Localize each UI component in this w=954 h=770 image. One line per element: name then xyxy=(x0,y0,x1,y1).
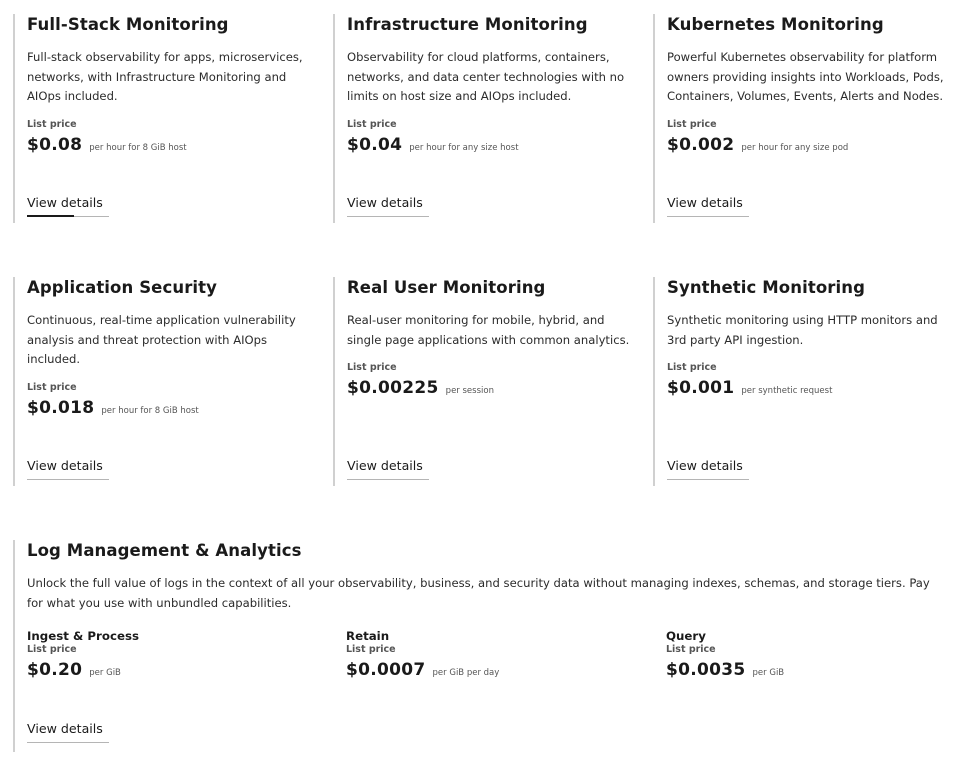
price-unit: per GiB xyxy=(89,668,121,678)
view-details-button[interactable] xyxy=(27,721,109,743)
price-value: $0.001 xyxy=(667,378,735,398)
price-value: $0.0035 xyxy=(666,660,746,680)
view-details-label: View details xyxy=(347,458,423,473)
view-details-button[interactable] xyxy=(27,458,109,480)
price-unit: per hour for 8 GiB host xyxy=(89,142,187,153)
card-description: Unlock the full value of logs in the context of all your observability, business, and security data without managing indexes, schemas, and storage tiers. Pay for what you use with unbundled capabilities. xyxy=(27,576,930,610)
card-kubernetes-monitoring xyxy=(653,14,948,223)
log-item-query xyxy=(666,629,784,680)
list-price-label: List price xyxy=(27,118,77,130)
list-price-label: List price xyxy=(347,118,397,130)
view-details-button[interactable] xyxy=(347,195,429,217)
price-unit: per hour for any size host xyxy=(409,142,519,153)
card-synthetic-monitoring xyxy=(653,277,948,486)
card-description: Full-stack observability for apps, microservices, networks, with Infrastructure Monitoring and AIOps included. xyxy=(27,50,303,103)
card-description: Powerful Kubernetes observability for platform owners providing insights into Workloads, Pods, Containers, Volumes, Events, Alerts and Nodes. xyxy=(667,50,944,103)
log-item-name: Retain xyxy=(346,629,390,643)
list-price-label: List price xyxy=(27,644,77,655)
price-row xyxy=(27,135,313,155)
view-details-button[interactable] xyxy=(347,458,429,480)
card-title: Infrastructure Monitoring xyxy=(347,15,588,34)
price-unit: per session xyxy=(445,386,494,396)
price-value: $0.018 xyxy=(27,397,95,418)
price-row xyxy=(667,135,948,155)
price-unit: per hour for 8 GiB host xyxy=(101,405,199,416)
price-value: $0.0007 xyxy=(346,660,426,680)
card-title: Kubernetes Monitoring xyxy=(667,15,884,34)
price-value: $0.20 xyxy=(27,660,83,680)
card-title: Real User Monitoring xyxy=(347,278,546,297)
card-full-stack-monitoring xyxy=(13,14,313,223)
price-row xyxy=(667,378,948,398)
list-price-label: List price xyxy=(346,644,396,655)
card-description: Real-user monitoring for mobile, hybrid, and single page applications with common analytics. xyxy=(347,313,630,347)
view-details-button[interactable] xyxy=(667,195,749,217)
card-description: Continuous, real-time application vulnerability analysis and threat protection with AIOps included. xyxy=(27,313,296,366)
price-row xyxy=(27,398,313,418)
view-details-label: View details xyxy=(27,721,103,736)
card-log-management-analytics xyxy=(13,540,948,752)
list-price-label: List price xyxy=(666,644,716,655)
price-unit: per hour for any size pod xyxy=(741,142,849,153)
list-price-label: List price xyxy=(347,362,397,373)
card-real-user-monitoring xyxy=(333,277,633,486)
card-title: Application Security xyxy=(27,278,218,297)
card-infrastructure-monitoring xyxy=(333,14,633,223)
list-price-label: List price xyxy=(667,118,717,130)
price-value: $0.00225 xyxy=(347,378,439,398)
price-unit: per GiB xyxy=(752,668,785,678)
price-row xyxy=(27,660,139,680)
price-value: $0.002 xyxy=(667,134,735,155)
card-title: Full-Stack Monitoring xyxy=(27,15,229,34)
price-value: $0.04 xyxy=(347,134,403,155)
list-price-label: List price xyxy=(667,362,717,373)
view-details-label: View details xyxy=(347,195,423,210)
view-details-label: View details xyxy=(667,195,743,210)
view-details-button[interactable] xyxy=(27,195,109,217)
card-title: Synthetic Monitoring xyxy=(667,278,866,297)
view-details-label: View details xyxy=(27,195,103,210)
price-row xyxy=(347,135,633,155)
log-item-name: Ingest & Process xyxy=(27,629,140,643)
log-item-name: Query xyxy=(666,629,706,643)
view-details-label: View details xyxy=(667,458,743,473)
card-application-security xyxy=(13,277,313,486)
price-row xyxy=(666,660,784,680)
price-unit: per synthetic request xyxy=(741,386,833,396)
view-details-label: View details xyxy=(27,458,103,473)
price-row xyxy=(346,660,499,680)
price-value: $0.08 xyxy=(27,134,83,155)
list-price-label: List price xyxy=(27,381,77,393)
card-title: Log Management & Analytics xyxy=(27,541,302,560)
card-description: Observability for cloud platforms, containers, networks, and data center technologies with no limits on host size and AIOps included. xyxy=(347,50,625,103)
card-description: Synthetic monitoring using HTTP monitors and 3rd party API ingestion. xyxy=(667,313,938,347)
price-unit: per GiB per day xyxy=(432,668,500,678)
log-item-retain xyxy=(346,629,499,680)
log-item-ingest-process xyxy=(27,629,139,680)
price-row xyxy=(347,378,633,398)
view-details-button[interactable] xyxy=(667,458,749,480)
